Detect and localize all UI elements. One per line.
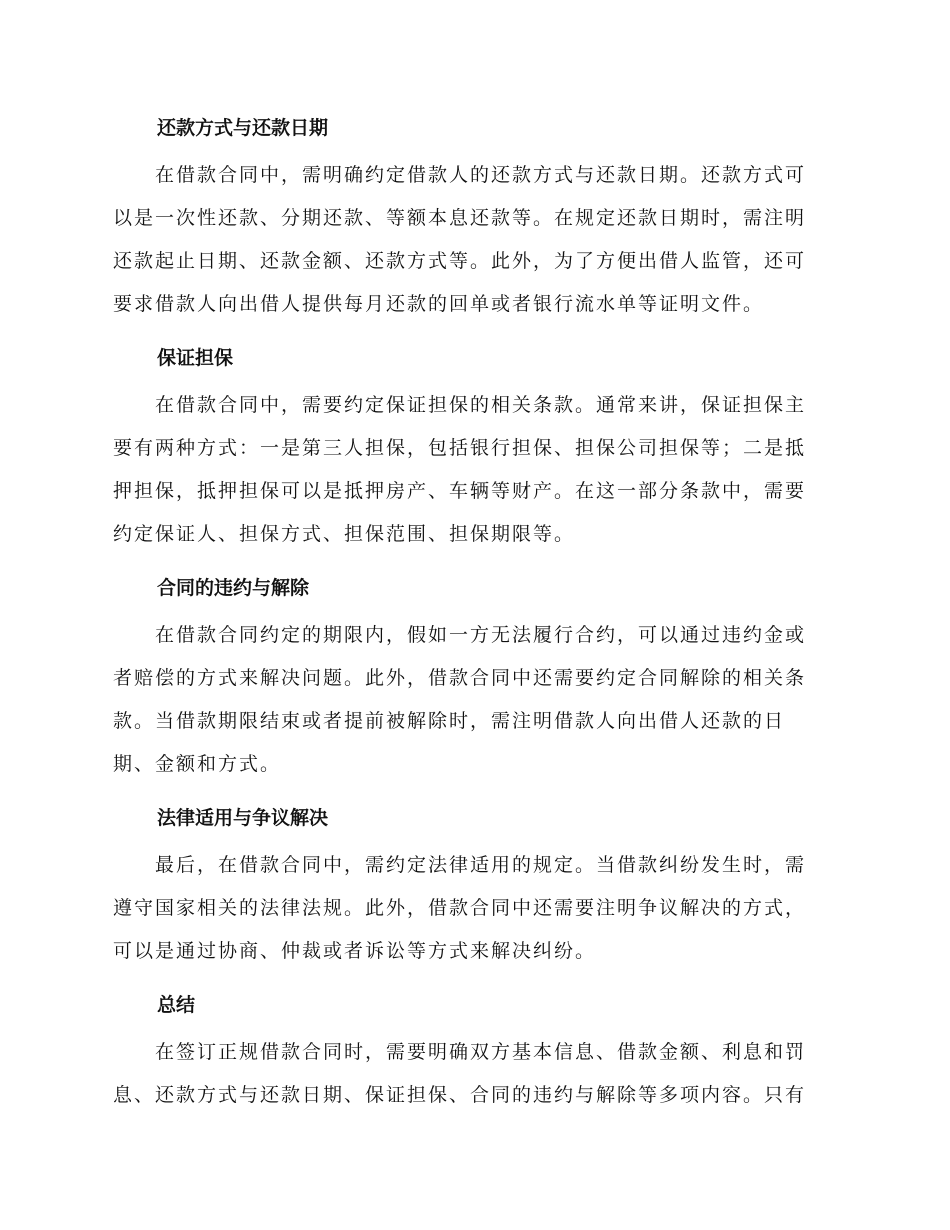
paragraph-line: 者赔偿的方式来解决问题。此外，借款合同中还需要约定合同解除的相关条	[113, 667, 807, 689]
section-repayment	[113, 108, 830, 326]
section-heading: 总结	[157, 994, 196, 1016]
paragraph-line: 约定保证人、担保方式、担保范围、担保期限等。	[113, 523, 576, 545]
paragraph-line: 可以是通过协商、仲裁或者诉讼等方式来解决纠纷。	[113, 940, 597, 962]
paragraph-line: 在借款合同中，需要约定保证担保的相关条款。通常来讲，保证担保主	[155, 394, 807, 416]
section-paragraph	[113, 154, 830, 326]
section-paragraph	[113, 844, 830, 973]
paragraph-line: 在签订正规借款合同时，需要明确双方基本信息、借款金额、利息和罚	[155, 1041, 807, 1063]
section-heading: 合同的违约与解除	[157, 577, 310, 599]
paragraph-line: 还款起止日期、还款金额、还款方式等。此外，为了方便出借人监管，还可	[113, 250, 807, 272]
section-heading: 保证担保	[157, 347, 234, 369]
document-body	[113, 108, 830, 1129]
section-guarantee	[113, 338, 830, 556]
section-breach-termination	[113, 568, 830, 786]
section-paragraph	[113, 384, 830, 556]
paragraph-line: 要求借款人向出借人提供每月还款的回单或者银行流水单等证明文件。	[113, 293, 765, 315]
section-heading: 还款方式与还款日期	[157, 117, 329, 139]
section-summary	[113, 985, 830, 1117]
paragraph-line: 押担保，抵押担保可以是抵押房产、车辆等财产。在这一部分条款中，需要	[113, 480, 807, 502]
section-paragraph	[113, 1031, 830, 1117]
paragraph-line: 最后，在借款合同中，需约定法律适用的规定。当借款纠纷发生时，需	[155, 854, 807, 876]
paragraph-line: 遵守国家相关的法律法规。此外，借款合同中还需要注明争议解决的方式，	[113, 897, 807, 919]
section-law-dispute	[113, 798, 830, 973]
paragraph-line: 期、金额和方式。	[113, 753, 282, 775]
paragraph-line: 款。当借款期限结束或者提前被解除时，需注明借款人向出借人还款的日	[113, 710, 786, 732]
section-heading: 法律适用与争议解决	[157, 807, 329, 829]
paragraph-line: 在借款合同中，需明确约定借款人的还款方式与还款日期。还款方式可	[155, 164, 807, 186]
paragraph-line: 息、还款方式与还款日期、保证担保、合同的违约与解除等多项内容。只有	[113, 1084, 807, 1106]
paragraph-line: 在借款合同约定的期限内，假如一方无法履行合约，可以通过违约金或	[155, 624, 807, 646]
paragraph-line: 要有两种方式：一是第三人担保，包括银行担保、担保公司担保等；二是抵	[113, 437, 807, 459]
paragraph-line: 以是一次性还款、分期还款、等额本息还款等。在规定还款日期时，需注明	[113, 207, 807, 229]
section-paragraph	[113, 614, 830, 786]
